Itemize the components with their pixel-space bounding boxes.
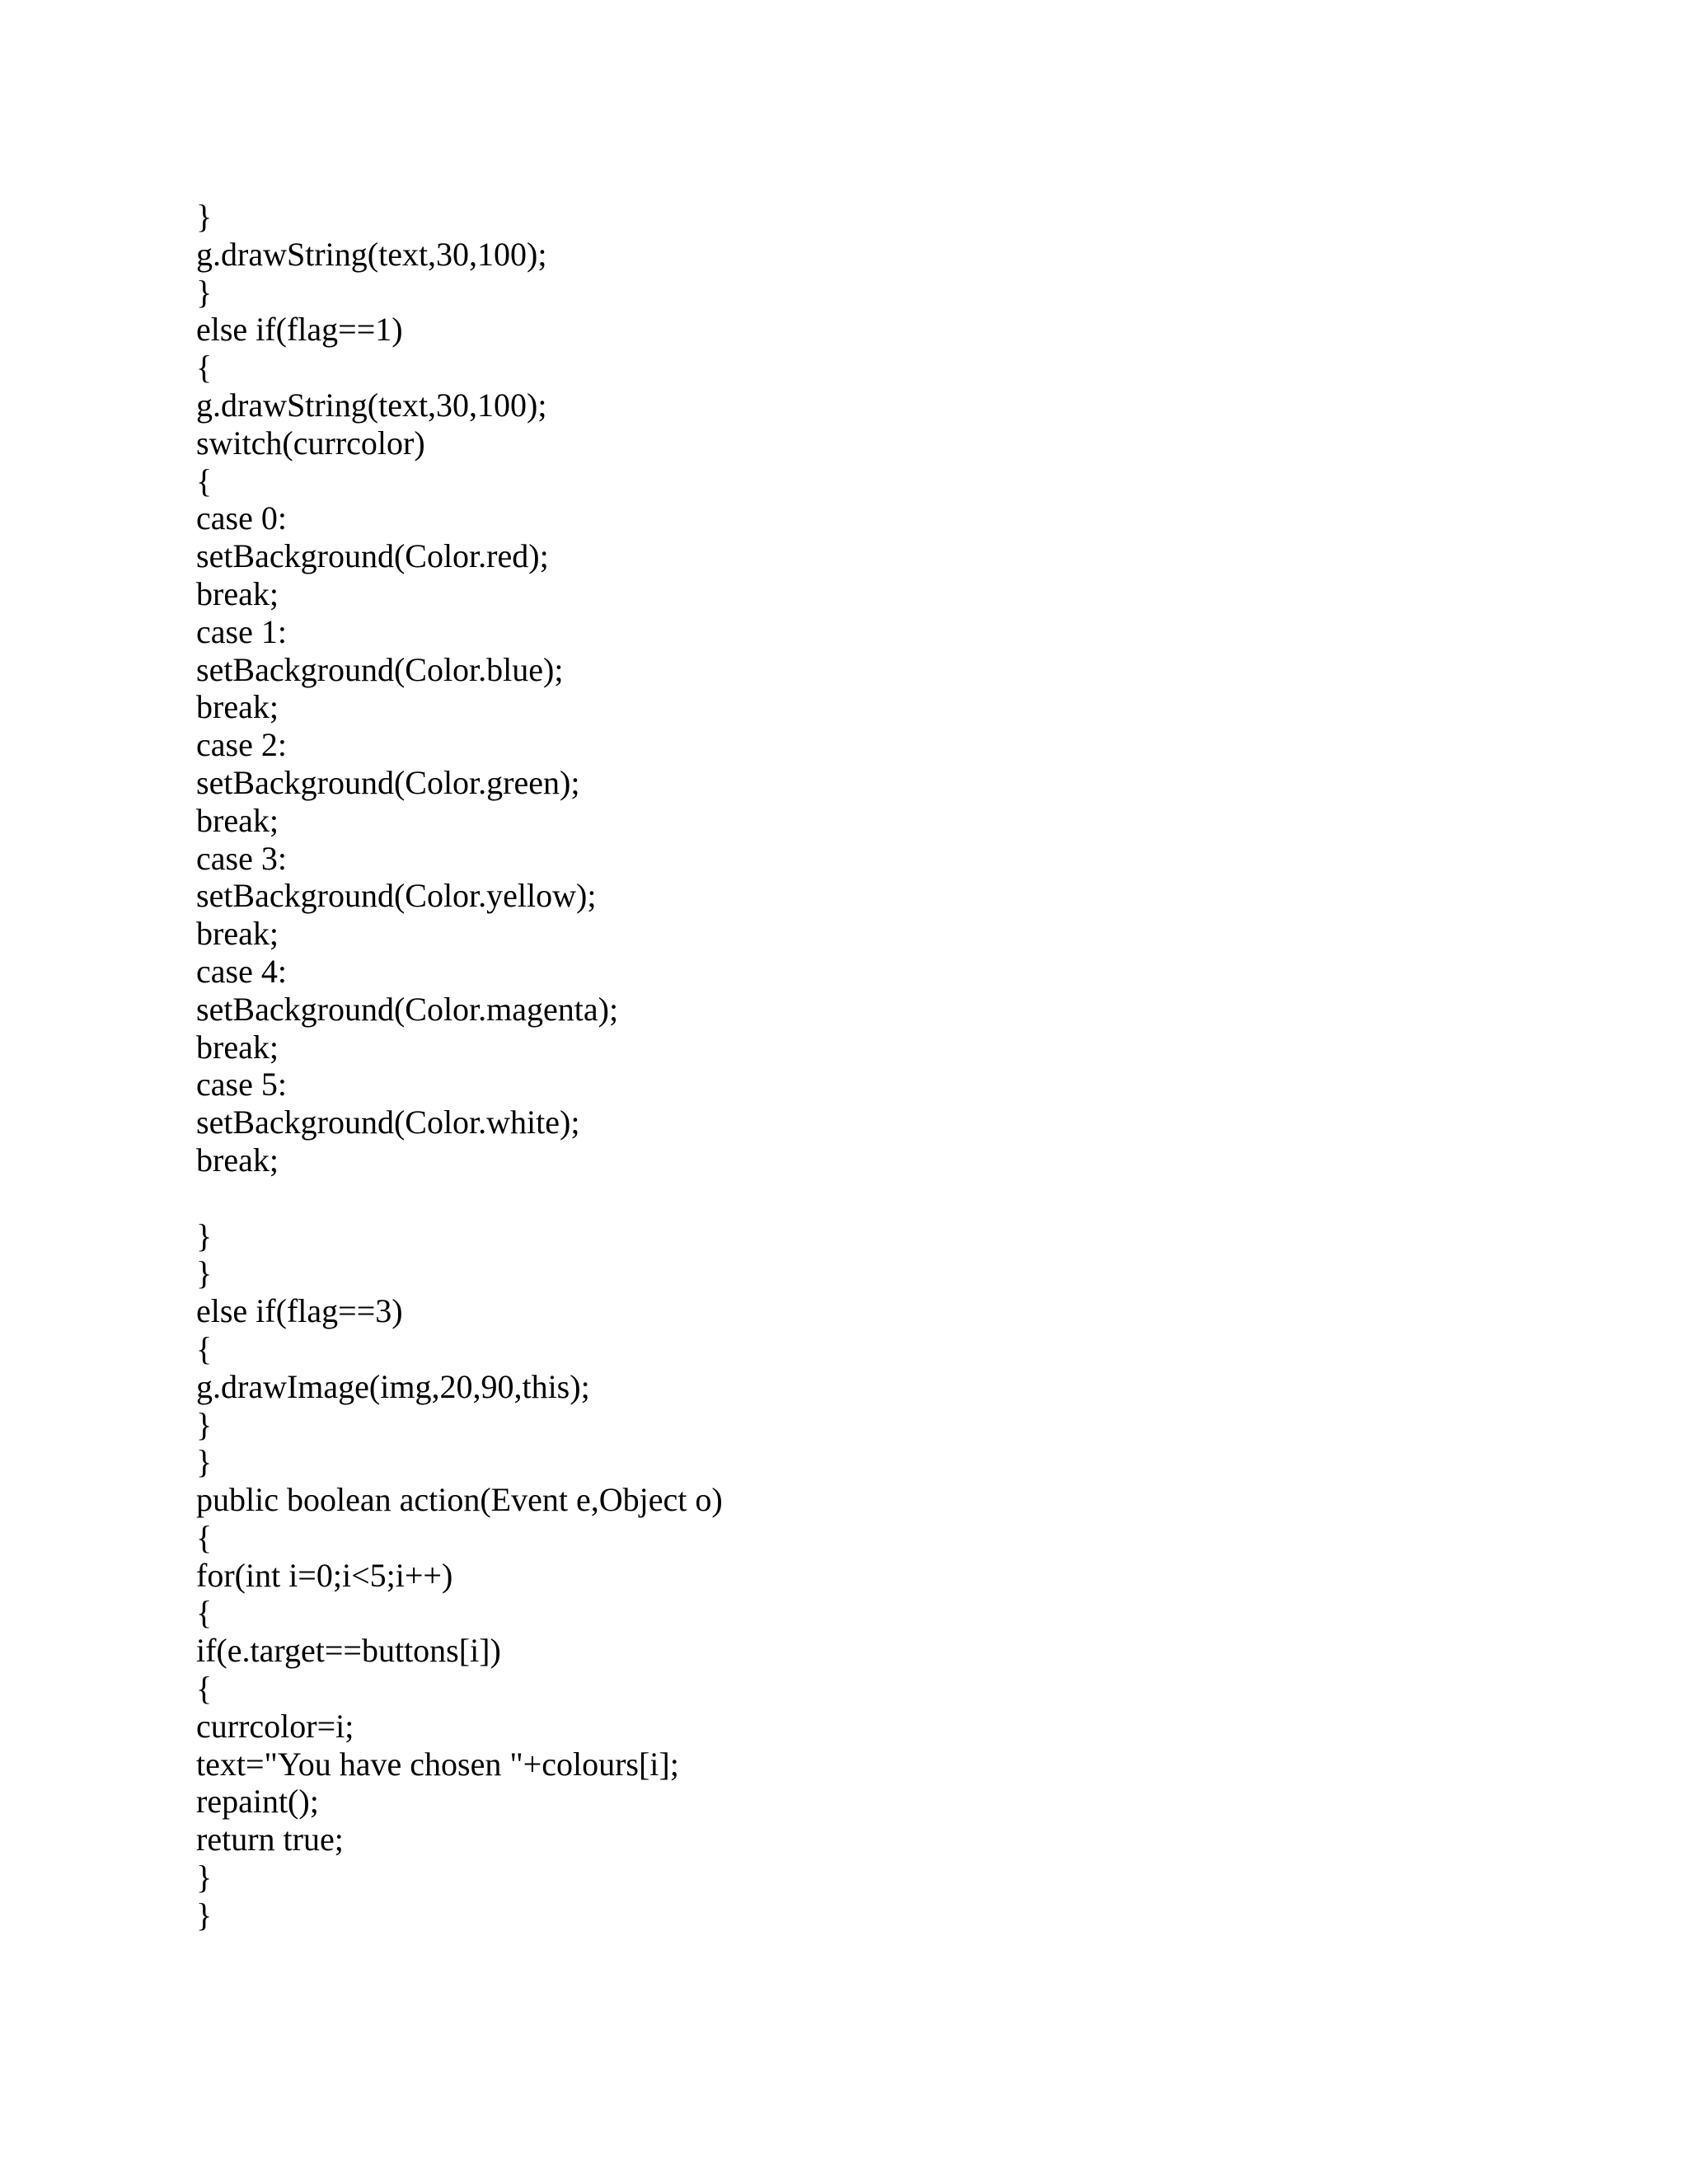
code-line: setBackground(Color.yellow); (196, 877, 597, 915)
code-line: } (196, 1216, 213, 1254)
code-line: repaint(); (196, 1783, 319, 1821)
code-line: setBackground(Color.red); (196, 537, 549, 575)
code-line: { (196, 349, 213, 387)
code-line: setBackground(Color.green); (196, 763, 580, 801)
code-line: for(int i=0;i<5;i++) (196, 1556, 453, 1594)
code-line: currcolor=i; (196, 1707, 354, 1745)
code-line: else if(flag==1) (196, 311, 403, 349)
code-line: { (196, 1329, 213, 1367)
code-line: public boolean action(Event e,Object o) (196, 1481, 723, 1519)
code-line: } (196, 1443, 213, 1481)
code-line: { (196, 1518, 213, 1556)
code-line: } (196, 1858, 213, 1896)
code-line: { (196, 1594, 213, 1632)
code-line: } (196, 1254, 213, 1292)
code-line: return true; (196, 1821, 344, 1858)
code-line: setBackground(Color.white); (196, 1104, 580, 1141)
code-line: setBackground(Color.magenta); (196, 990, 619, 1028)
code-line: break; (196, 1028, 279, 1066)
code-line: g.drawImage(img,20,90,this); (196, 1367, 590, 1405)
code-line: text="You have chosen "+colours[i]; (196, 1745, 679, 1783)
code-line: } (196, 273, 213, 311)
code-line: } (196, 1405, 213, 1443)
code-line: g.drawString(text,30,100); (196, 235, 547, 273)
code-line: case 1: (196, 612, 287, 650)
code-line: case 2: (196, 726, 287, 764)
code-line: switch(currcolor) (196, 424, 425, 462)
code-line: { (196, 462, 213, 499)
code-line: if(e.target==buttons[i]) (196, 1632, 501, 1670)
code-line: case 0: (196, 499, 287, 537)
code-line: } (196, 198, 213, 235)
code-line: break; (196, 915, 279, 953)
code-line (196, 1179, 723, 1217)
code-line: case 5: (196, 1066, 287, 1104)
code-line: else if(flag==3) (196, 1292, 403, 1330)
code-line: setBackground(Color.blue); (196, 650, 564, 688)
code-line: { (196, 1670, 213, 1708)
code-line: case 3: (196, 839, 287, 877)
code-listing (196, 198, 723, 1934)
code-line: g.drawString(text,30,100); (196, 386, 547, 424)
code-line: break; (196, 801, 279, 839)
code-line: break; (196, 688, 279, 726)
code-line: } (196, 1896, 213, 1933)
code-line: case 4: (196, 952, 287, 990)
code-line: break; (196, 1141, 279, 1179)
code-line: break; (196, 574, 279, 612)
